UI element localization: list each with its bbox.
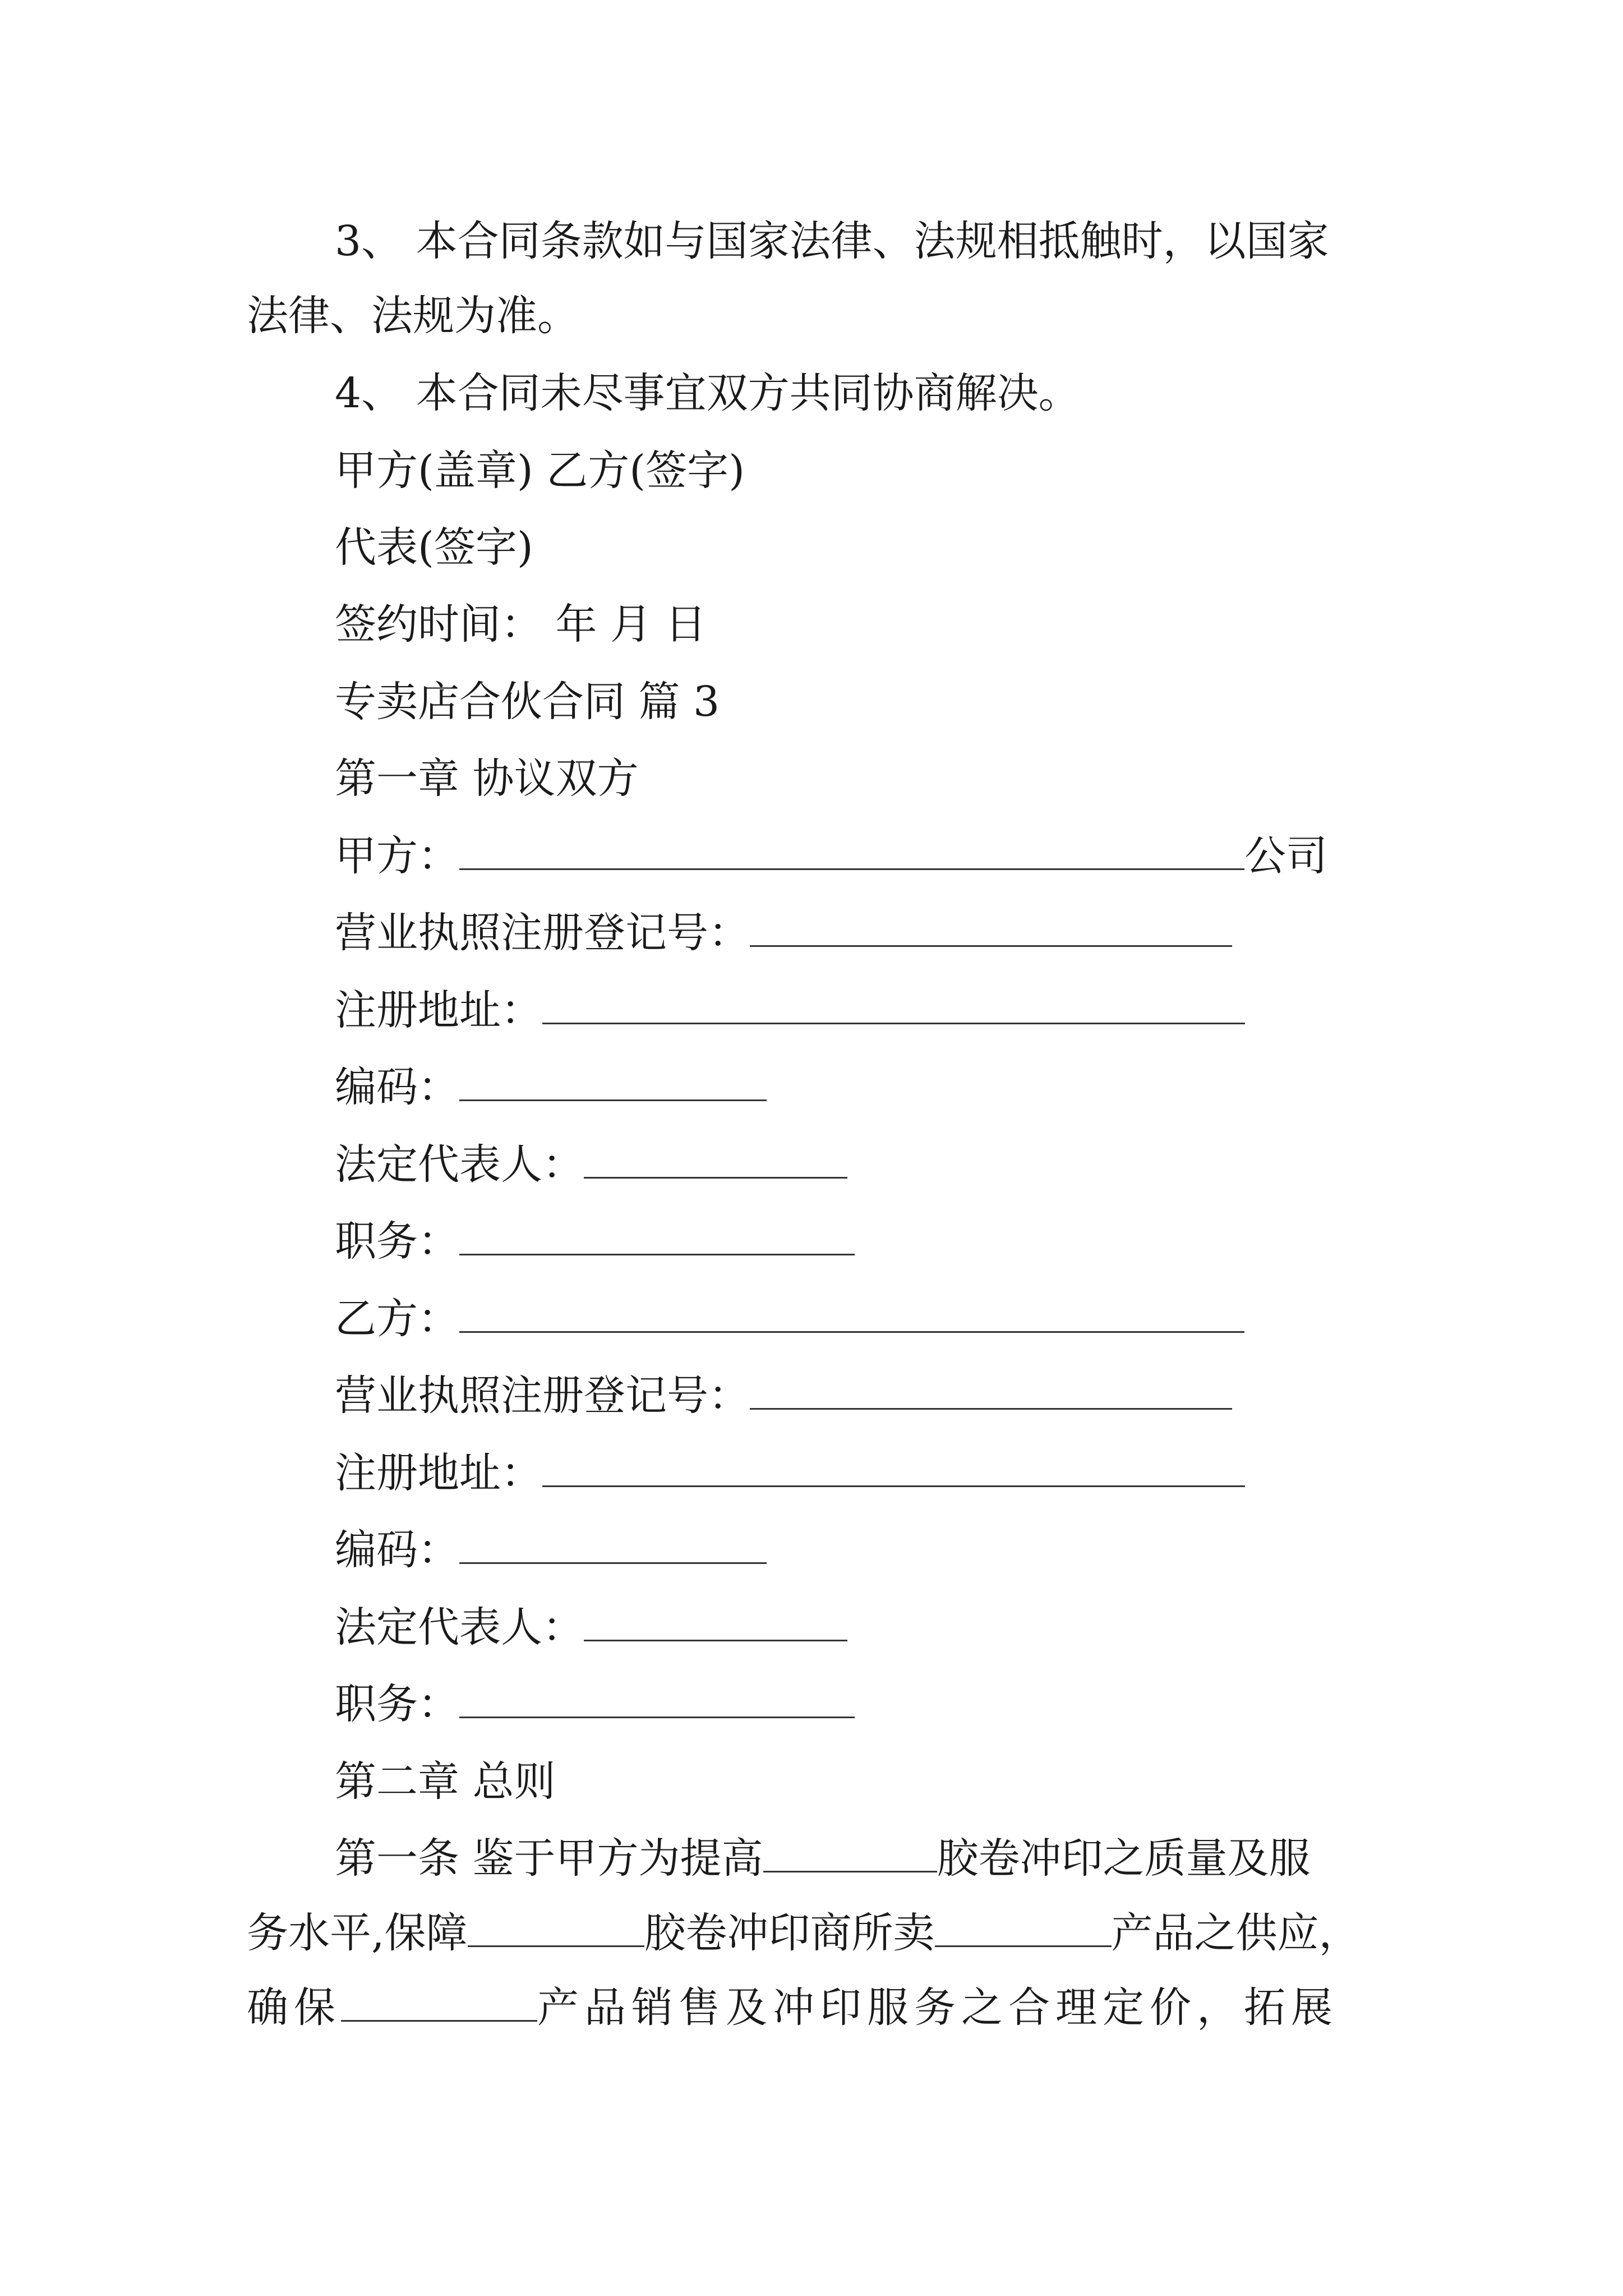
party-b-position-row	[335, 1676, 855, 1732]
party-a-position-row	[335, 1213, 855, 1269]
article-1-blank-3[interactable]	[935, 1912, 1112, 1947]
party-a-legal-rep-blank[interactable]	[584, 1143, 847, 1179]
party-a-label: 甲方：	[335, 832, 459, 880]
party-a-blank[interactable]	[459, 835, 1244, 870]
article-1-line-1	[335, 1830, 1311, 1887]
party-b-label: 乙方：	[335, 1295, 459, 1343]
field-label: 职务：	[335, 1217, 459, 1266]
signature-parties: 甲方(盖章) 乙方(签字)	[335, 447, 745, 495]
party-a-license-row	[335, 905, 1232, 961]
party-b-row	[335, 1291, 1244, 1347]
clause-3-line-2: 法律、法规为准。	[247, 292, 579, 340]
field-label: 职务：	[335, 1680, 459, 1728]
chapter-1-title: 第一章 协议双方	[335, 754, 639, 803]
signing-date: 签约时间： 年 月 日	[335, 600, 707, 648]
party-b-blank[interactable]	[459, 1297, 1244, 1333]
article-1-blank-4[interactable]	[341, 1986, 537, 2022]
article-1-blank-1[interactable]	[763, 1837, 937, 1872]
article-1-line-2	[247, 1905, 1361, 1961]
field-label: 编码：	[335, 1063, 459, 1111]
party-b-license-row	[335, 1368, 1232, 1424]
party-b-code-blank[interactable]	[459, 1529, 767, 1564]
chapter-2-title: 第二章 总则	[335, 1757, 556, 1806]
party-a-legal-rep-row	[335, 1137, 847, 1193]
article-1-text-a: 第一条 鉴于甲方为提高	[335, 1834, 763, 1883]
party-b-address-blank[interactable]	[542, 1452, 1245, 1487]
field-label: 法定代表人：	[335, 1603, 584, 1651]
field-label: 营业执照注册登记号：	[335, 909, 750, 957]
article-1-blank-2[interactable]	[468, 1912, 644, 1947]
party-b-code-row	[335, 1522, 767, 1578]
article-1-text-d: 胶卷冲印商所卖	[644, 1909, 935, 1957]
article-1-line-3	[247, 1980, 1338, 2036]
party-a-position-blank[interactable]	[459, 1220, 855, 1255]
party-b-address-row	[335, 1445, 1245, 1501]
party-b-legal-rep-blank[interactable]	[584, 1606, 847, 1641]
field-label: 编码：	[335, 1526, 459, 1574]
party-a-address-blank[interactable]	[542, 989, 1245, 1024]
field-label: 注册地址：	[335, 1449, 542, 1497]
party-b-position-blank[interactable]	[459, 1683, 855, 1718]
article-1-text-c: 务水平,保障	[247, 1909, 468, 1957]
article-1-text-f: 确保	[247, 1984, 341, 2032]
article-1-text-e: 产品之供应，	[1111, 1909, 1361, 1957]
party-a-suffix: 公司	[1244, 832, 1327, 880]
party-a-code-row	[335, 1059, 767, 1115]
field-label: 营业执照注册登记号：	[335, 1372, 750, 1420]
party-a-row	[335, 828, 1327, 884]
party-b-license-blank[interactable]	[750, 1374, 1232, 1410]
section-title: 专卖店合伙合同 篇 3	[335, 678, 720, 726]
representative-signature: 代表(签字)	[335, 523, 533, 572]
party-a-license-blank[interactable]	[750, 912, 1232, 947]
article-1-text-b: 胶卷冲印之质量及服	[937, 1834, 1311, 1883]
party-b-legal-rep-row	[335, 1599, 847, 1655]
party-a-code-blank[interactable]	[459, 1066, 767, 1101]
clause-3-line-1: 3、 本合同条款如与国家法律、法规相抵触时，以国家	[335, 217, 1329, 265]
field-label: 注册地址：	[335, 986, 542, 1034]
clause-4: 4、 本合同未尽事宜双方共同协商解决。	[335, 369, 1080, 417]
field-label: 法定代表人：	[335, 1140, 584, 1189]
party-a-address-row	[335, 982, 1245, 1038]
article-1-text-g: 产品销售及冲印服务之合理定价，拓展	[537, 1984, 1338, 2032]
